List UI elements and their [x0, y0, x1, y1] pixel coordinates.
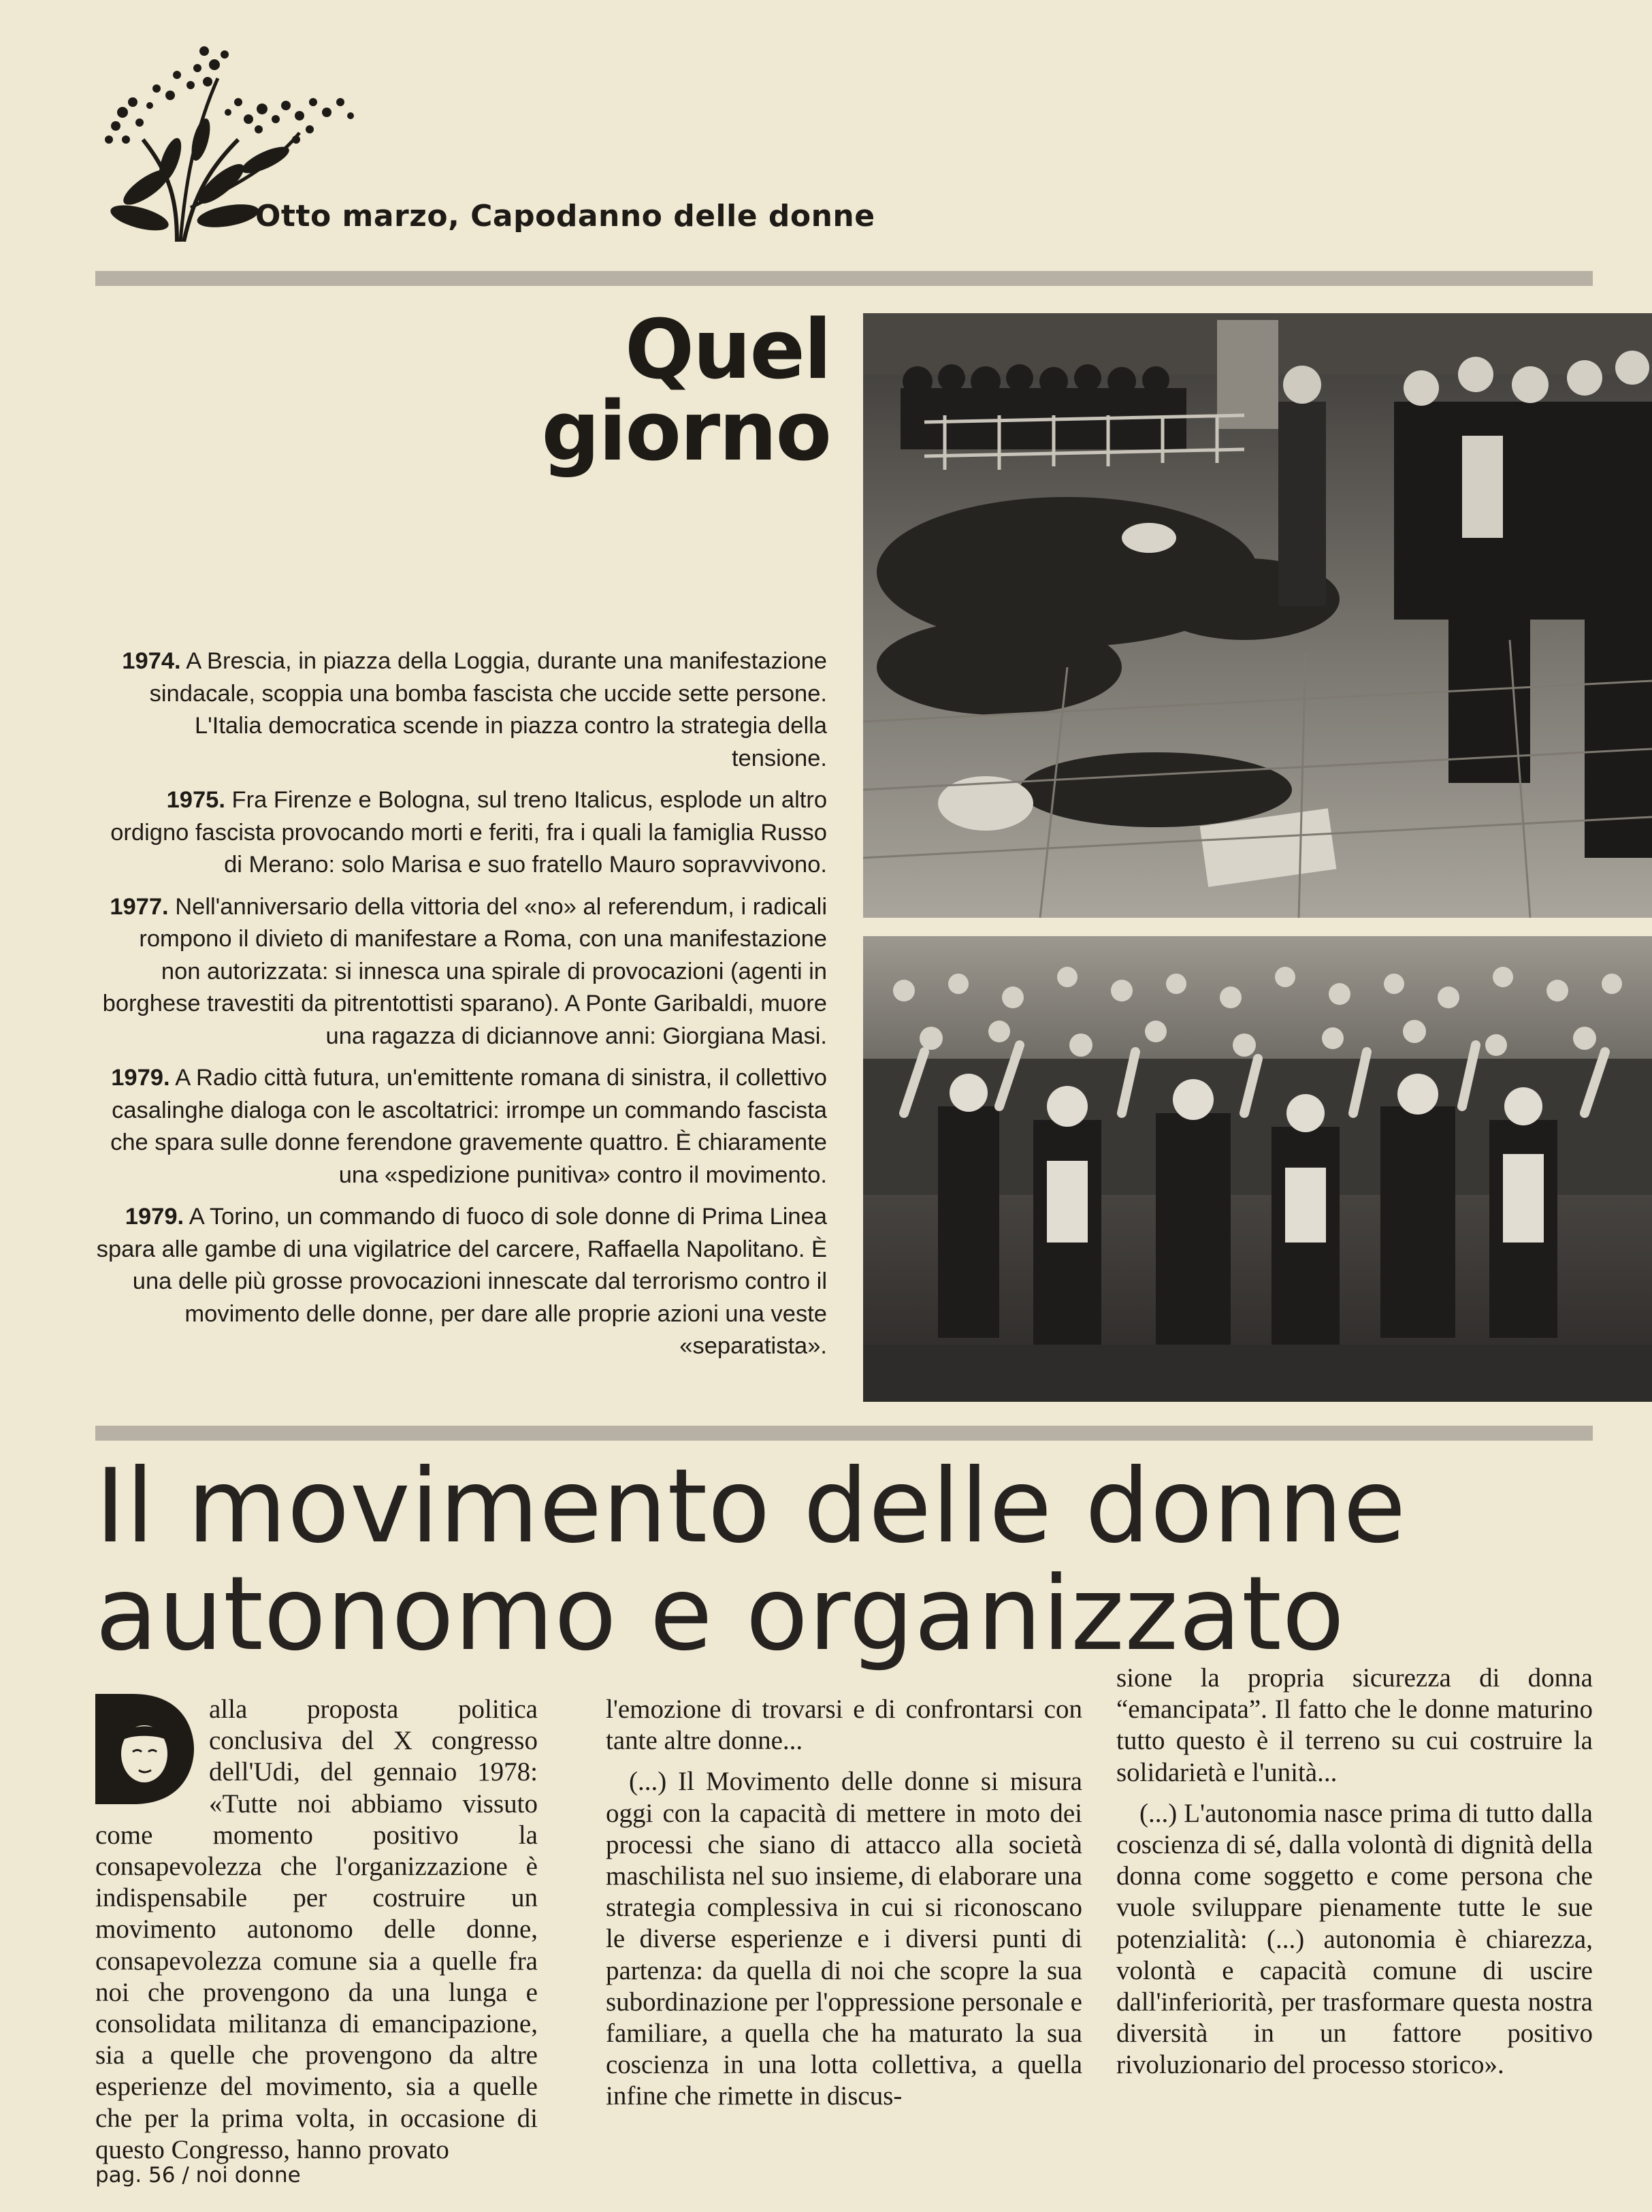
entry-text: Fra Firenze e Bologna, sul treno Italicus, esplode un altro ordigno fascista provocando morti e feriti, fra i quali la famiglia Russo di Merano: solo Marisa e suo fratello Mauro sopravvivono. [110, 787, 827, 878]
article-paragraph: (...) Il Movimento delle donne si misura oggi con la capacità di mettere in moto dei processi che siano di attacco alla società maschilista nel suo insieme, di elaborare una strategia complessiva in cui si riconoscano le diverse esperienze e i diversi punti di partenza: da quella di noi che scopre la sua subordinazione per l'oppressione personale e familiare, a quella che ha maturato la sua coscienza in una lotta collettiva, a quella infine che rimette in discus- [606, 1767, 1082, 2111]
entry-text: A Brescia, in piazza della Loggia, durante una manifestazione sindacale, scoppia una bomba fascista che uccide sette persone. L'Italia democratica scende in piazza contro la strategia della tensione. [149, 648, 827, 771]
article-paragraph: (...) L'autonomia nasce prima di tutto dalla coscienza di sé, dalla volontà di dignità della donna come soggetto e come persona che vuole sviluppare pienamente tutte le sue potenzialità: (...) autonomia è chiarezza, volontà e capacità comune di uscire dall'inferiorità, per trasformare questa nostra diversità in un fattore positivo rivoluzionario del processo storico». [1116, 1798, 1593, 2080]
entry-text: A Radio città futura, un'emittente romana di sinistra, il collettivo casalinghe dialoga con le ascoltatrici: irrompe un commando fascista che spara sulle donne ferendone gravemente quattro. È chiaramente una «spedizione punitiva» contro il movimento. [110, 1065, 827, 1188]
article-title [95, 1447, 1593, 1673]
chronology-entry [95, 645, 827, 775]
article-column-2 [606, 1694, 1082, 2113]
photo-womens-march [863, 936, 1652, 1402]
top-rule [95, 271, 1593, 286]
article-column-1 [95, 1694, 538, 2166]
article-paragraph: alla proposta politica conclusiva del X congresso dell'Udi, del gennaio 1978: «Tutte noi abbiamo vissuto come momento positivo la consapevolezza che l'organizzazione è indispensabile per costruire un movimento autonomo delle donne, consapevolezza comune sia a quelle fra noi che provengono da una lunga e consolidata militanza di emancipazione, sia a quelle che provengono da altre esperienze del movimento, sia a quelle che per la prima volta, in occasione di questo Congresso, hanno provato [95, 1695, 538, 2164]
title-line-2: autonomo e organizzato [95, 1554, 1345, 1673]
chronology-entry [95, 891, 827, 1053]
entry-year: 1977. [110, 893, 169, 920]
entry-year: 1974. [122, 648, 181, 674]
entry-year: 1979. [125, 1204, 184, 1230]
photo-memorial-flowers [863, 313, 1652, 918]
entry-year: 1975. [166, 787, 225, 813]
article-column-3 [1116, 1663, 1593, 2081]
entry-text: A Torino, un commando di fuoco di sole donne di Prima Linea spara alle gambe di una vigilatrice del carcere, Raffaella Napolitano. È una delle più grosse provocazioni innescate dal terrorismo contro il movimento delle donne, per dare alle proprie azioni una veste «separatista». [96, 1204, 827, 1359]
chronology-entry [95, 784, 827, 882]
entry-year: 1979. [111, 1065, 170, 1091]
chronology-entry [95, 1201, 827, 1363]
article-paragraph: l'emozione di trovarsi e di confrontarsi con tante altre donne... [606, 1695, 1082, 1756]
entry-text: Nell'anniversario della vittoria del «no» al referendum, i radicali rompono il divieto di manifestare a Roma, con una manifestazione non autorizzata: si innesca una spirale di provocazioni (agenti in borghese travestiti da pitrentottisti sparano). A Ponte Garibaldi, muore una ragazza di diciannove anni: Giorgiana Masi. [102, 893, 827, 1049]
chronology [95, 645, 827, 1373]
middle-rule [95, 1426, 1593, 1441]
title-line-1: Il movimento delle donne [95, 1447, 1406, 1566]
section-kicker: Otto marzo, Capodanno delle donne [255, 199, 875, 234]
page-headline: Quel giorno [541, 303, 830, 479]
drop-cap-d-woman-portrait [95, 1694, 194, 1804]
page-footer: pag. 56 / noi donne [95, 2163, 301, 2187]
chronology-entry [95, 1062, 827, 1191]
article-paragraph: sione la propria sicurezza di donna “emancipata”. Il fatto che le donne maturino tutto questo è il terreno su cui costruire la solidarietà e l'unità... [1116, 1663, 1593, 1787]
